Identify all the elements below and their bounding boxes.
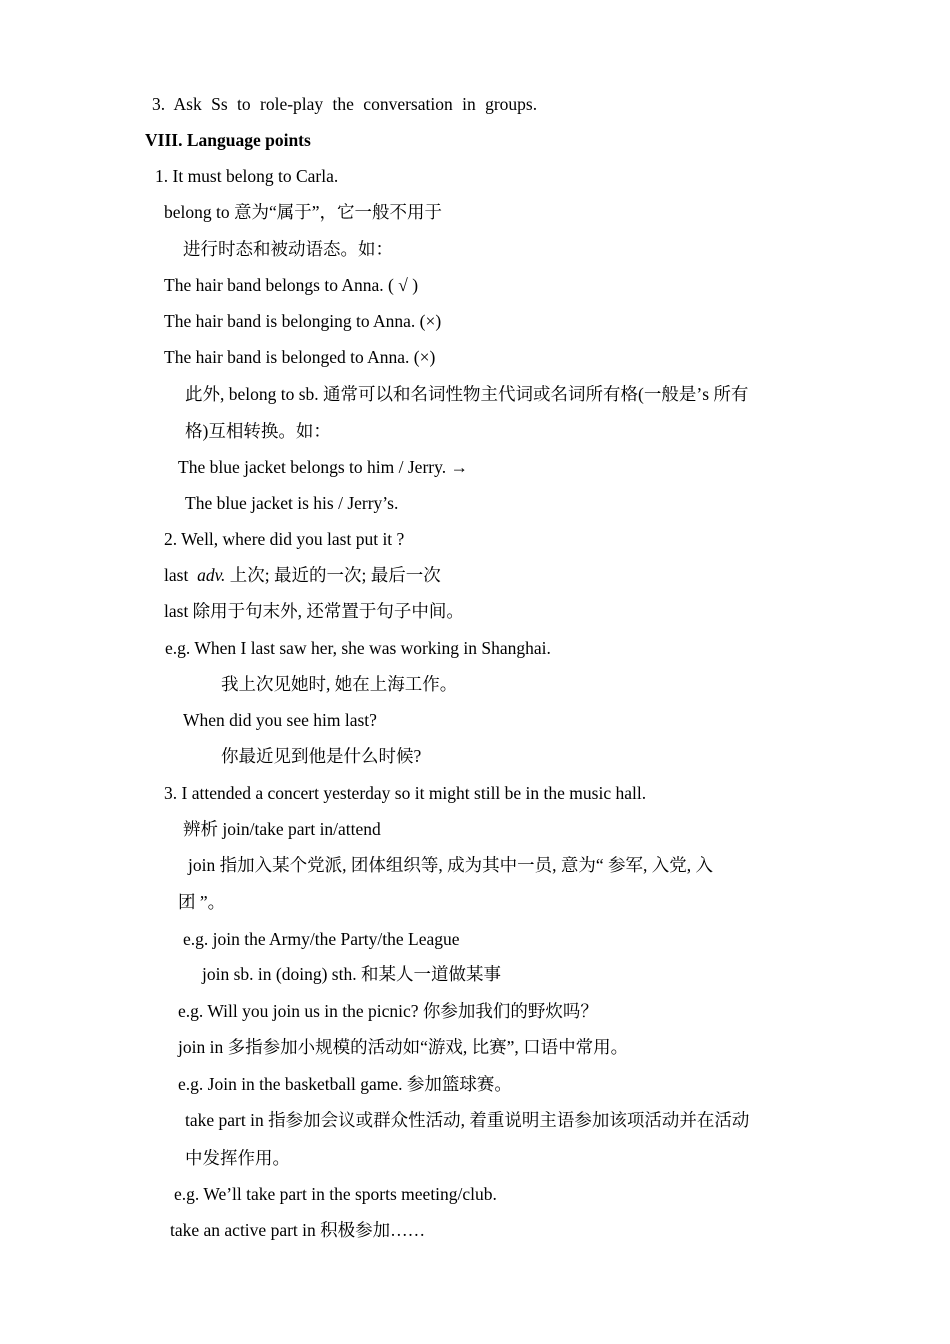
definition-line	[164, 563, 441, 587]
example-line: e.g. When I last saw her, she was working in Shanghai.	[165, 638, 551, 658]
example-line: e.g. join the Army/the Party/the League	[183, 929, 460, 949]
text-line: 3. Ask Ss to role-play the conversation in groups.	[152, 94, 538, 114]
text-line: 辨析 join/take part in/attend	[183, 819, 381, 839]
definition: 上次; 最近的一次; 最后一次	[229, 565, 441, 585]
translation-line: 我上次见她时, 她在上海工作。	[221, 674, 458, 694]
section-heading: VIII. Language points	[145, 130, 311, 150]
translation-line: 你最近见到他是什么时候?	[221, 746, 422, 766]
example-line: e.g. Will you join us in the picnic? 你参加我们的野炊吗？	[178, 1001, 598, 1021]
point-heading: 3. I attended a concert yesterday so it might still be in the music hall.	[164, 783, 647, 803]
text-line: belong to 意为“属于”，它一般不用于	[164, 202, 443, 222]
example-line: The hair band is belonging to Anna. (×)	[164, 311, 442, 331]
example-line: The hair band belongs to Anna. ( √ )	[164, 275, 419, 295]
text-line: 进行时态和被动语态。如：	[183, 239, 393, 259]
text-line: 格)互相转换。如：	[185, 421, 331, 441]
example-line: The hair band is belonged to Anna. (×)	[164, 347, 436, 367]
point-heading: 1. It must belong to Carla.	[155, 166, 339, 186]
example-line: When did you see him last?	[183, 710, 377, 730]
example-line: e.g. Join in the basketball game. 参加篮球赛。	[178, 1074, 512, 1094]
text-line: take part in 指参加会议或群众性活动, 着重说明主语参加该项活动并在活动	[185, 1110, 750, 1130]
example-line: The blue jacket belongs to him / Jerry. →	[178, 457, 468, 477]
example-line: The blue jacket is his / Jerry’s.	[185, 493, 399, 513]
text-line: join 指加入某个党派, 团体组织等, 成为其中一员, 意为“ 参军, 入党, 入	[188, 855, 713, 875]
text-line: 此外, belong to sb. 通常可以和名词性物主代词或名词所有格(一般是’s 所有	[185, 384, 749, 404]
example-line: join sb. in (doing) sth. 和某人一道做某事	[202, 964, 501, 984]
text-line: join in 多指参加小规模的活动如“游戏, 比赛”, 口语中常用。	[178, 1037, 629, 1057]
point-heading: 2. Well, where did you last put it ?	[164, 529, 405, 549]
text-line: 中发挥作用。	[185, 1148, 290, 1168]
text-line: 团 ”。	[178, 892, 226, 912]
part-of-speech: adv.	[197, 565, 226, 585]
text-line: last 除用于句末外, 还常置于句子中间。	[164, 601, 464, 621]
example-line: e.g. We’ll take part in the sports meeting/club.	[174, 1184, 497, 1204]
headword: last	[164, 565, 189, 585]
text-line: take an active part in 积极参加……	[170, 1220, 426, 1240]
